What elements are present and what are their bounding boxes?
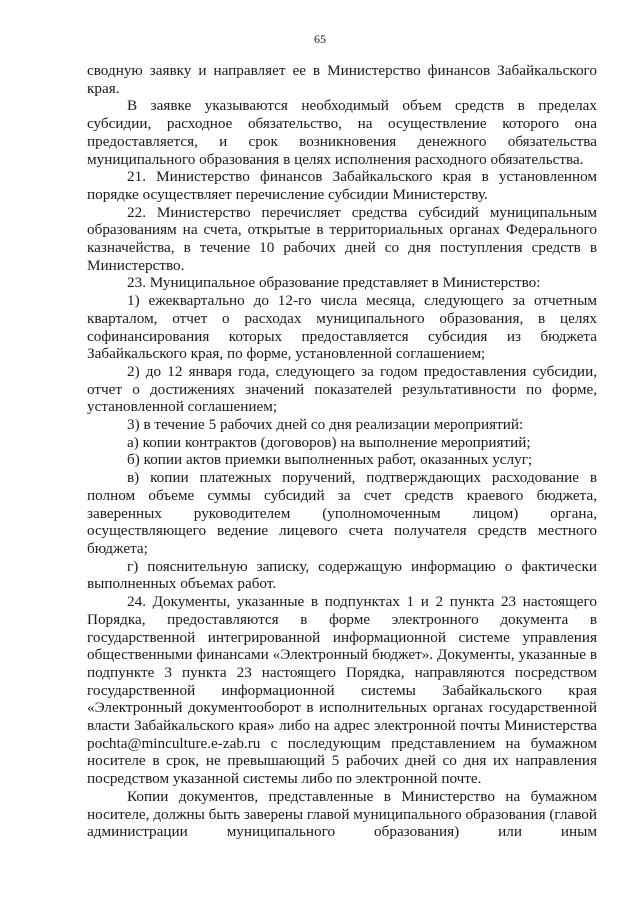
subitem-23-3-v: в) копии платежных поручений, подтверждающих расходование в полном объеме суммы субсидий за счет средств краевого бюджета, заверенных руководителем (уполномоченным лицом) органа, осуществляющего ведение лицевого счета получателя средств местного бюджета; [87,469,597,557]
paragraph-24: 24. Документы, указанные в подпунктах 1 и 2 пункта 23 настоящего Порядка, предоставляются в форме электронного документа в государственной интегрированной информационной системе управления общественными финансами «Электронный бюджет». Документы, указанные в подпункте 3 пункта 23 настоящего Порядка, направляются посредством государственной информационной системы Забайкальского края «Электронный документооборот в исполнительных органах государственной власти Забайкальского края» либо на адрес электронной почты Министерства pochta@minculture.e-zab.ru с последующим представлением на бумажном носителе в срок, не превышающий 5 рабочих дней со дня их направления посредством указанной системы либо по электронной почте. [87,593,597,788]
page-number: 65 [314,32,326,46]
document-body [87,62,597,841]
subitem-23-3: 3) в течение 5 рабочих дней со дня реализации мероприятий: [127,416,524,434]
paragraph-copies-certification: Копии документов, представленные в Министерство на бумажном носителе, должны быть заверены главой муниципального образования (главой администрации муниципального образования) или иным [87,787,597,841]
paragraph-application-contents: В заявке указываются необходимый объем средств в пределах субсидии, расходное обязательство, на осуществление которого она предоставляется, и срок возникновения денежного обязательства муниципального образования в целях исполнения расходного обязательства. [87,97,597,168]
subitem-23-3-g: г) пояснительную записку, содержащую информацию о фактически выполненных объемах работ. [87,557,597,593]
subitem-23-1: 1) ежеквартально до 12-го числа месяца, следующего за отчетным кварталом, отчет о расходах муниципального образования, в целях софинансирования которых предоставляется субсидия из бюджета Забайкальского края, по форме, установленной соглашением; [87,292,597,363]
paragraph-23: 23. Муниципальное образование представляет в Министерство: [127,274,541,292]
subitem-23-3-b: б) копии актов приемки выполненных работ, оказанных услуг; [127,451,533,469]
subitem-23-3-a: а) копии контрактов (договоров) на выполнение мероприятий; [127,433,531,451]
paragraph-22: 22. Министерство перечисляет средства субсидий муниципальным образованиям на счета, открытые в территориальных органах Федерального казначейства, в течение 10 рабочих дней со дня поступления средств в Министерство. [87,203,597,274]
paragraph-21: 21. Министерство финансов Забайкальского края в установленном порядке осуществляет перечисление субсидии Министерству. [87,168,597,203]
paragraph-continuation: сводную заявку и направляет ее в Министерство финансов Забайкальского края. [87,62,597,97]
subitem-23-2: 2) до 12 января года, следующего за годом предоставления субсидии, отчет о достижениях значений показателей результативности по форме, установленной соглашением; [87,362,597,416]
